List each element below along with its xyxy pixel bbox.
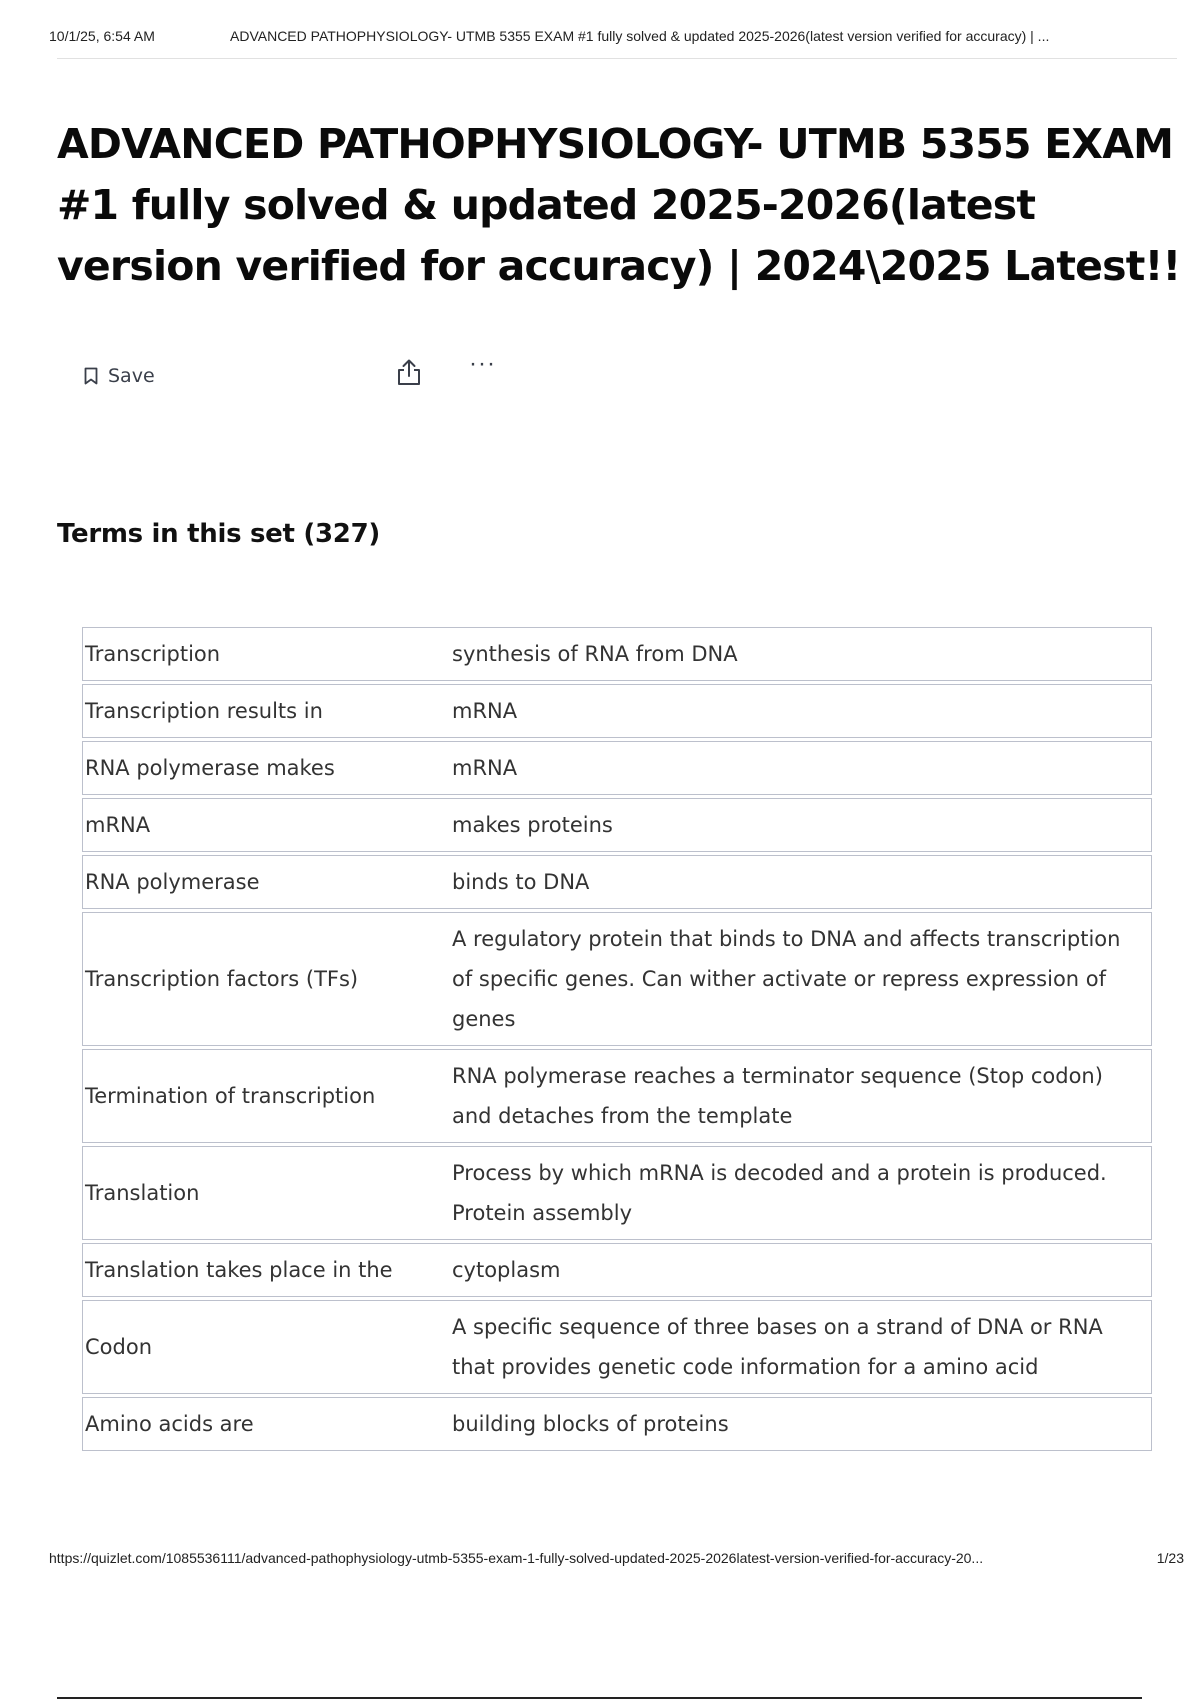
action-bar <box>84 350 496 396</box>
term-row <box>82 912 1152 1046</box>
term-text: mRNA <box>82 798 403 852</box>
term-text: Transcription factors (TFs) <box>82 912 403 1046</box>
page-title: ADVANCED PATHOPHYSIOLOGY- UTMB 5355 EXAM #1 fully solved & updated 2025-2026(latest version verified for accuracy) | 2024\2025 Latest!! <box>57 120 1181 290</box>
definition-text: building blocks of proteins <box>403 1397 1152 1451</box>
definition-text: cytoplasm <box>403 1243 1152 1297</box>
print-footer <box>49 1550 1184 1566</box>
definition-text: mRNA <box>403 741 1152 795</box>
header-divider <box>57 58 1177 59</box>
bottom-divider <box>57 1697 1142 1699</box>
term-row <box>82 1049 1152 1143</box>
term-row <box>82 1243 1152 1297</box>
term-row <box>82 627 1152 681</box>
term-text: RNA polymerase <box>82 855 403 909</box>
definition-text: makes proteins <box>403 798 1152 852</box>
term-text: RNA polymerase makes <box>82 741 403 795</box>
page-number: 1/23 <box>1156 1550 1184 1566</box>
save-label: Save <box>108 365 155 387</box>
bookmark-icon <box>84 367 98 385</box>
term-row <box>82 1300 1152 1394</box>
print-url: https://quizlet.com/1085536111/advanced-pathophysiology-utmb-5355-exam-1-fully-solved-updated-2025-2026latest-version-verified-for-accuracy-20... <box>49 1550 984 1566</box>
term-row <box>82 798 1152 852</box>
term-text: Transcription results in <box>82 684 403 738</box>
terms-table <box>82 624 1152 1454</box>
term-text: Translation takes place in the <box>82 1243 403 1297</box>
definition-text: Process by which mRNA is decoded and a protein is produced. Protein assembly <box>403 1146 1152 1240</box>
term-text: Translation <box>82 1146 403 1240</box>
definition-text: binds to DNA <box>403 855 1152 909</box>
term-row <box>82 684 1152 738</box>
definition-text: synthesis of RNA from DNA <box>403 627 1152 681</box>
share-icon <box>396 358 422 386</box>
definition-text: A specific sequence of three bases on a strand of DNA or RNA that provides genetic code information for a amino acid <box>403 1300 1152 1394</box>
term-row <box>82 1146 1152 1240</box>
definition-text: A regulatory protein that binds to DNA and affects transcription of specific genes. Can wither activate or repress expression of genes <box>403 912 1152 1046</box>
definition-text: mRNA <box>403 684 1152 738</box>
term-row <box>82 1397 1152 1451</box>
save-button[interactable] <box>84 365 155 387</box>
term-text: Transcription <box>82 627 403 681</box>
term-text: Amino acids are <box>82 1397 403 1451</box>
terms-set-heading: Terms in this set (327) <box>57 519 380 549</box>
print-date: 10/1/25, 6:54 AM <box>49 28 155 44</box>
definition-text: RNA polymerase reaches a terminator sequence (Stop codon) and detaches from the template <box>403 1049 1152 1143</box>
more-options-button[interactable]: ··· <box>469 350 496 377</box>
term-text: Termination of transcription <box>82 1049 403 1143</box>
term-row <box>82 741 1152 795</box>
term-text: Codon <box>82 1300 403 1394</box>
term-row <box>82 855 1152 909</box>
print-doc-title: ADVANCED PATHOPHYSIOLOGY- UTMB 5355 EXAM #1 fully solved & updated 2025-2026(latest version verified for accuracy) | ... <box>230 28 1050 44</box>
print-header <box>49 28 1179 44</box>
share-button[interactable] <box>396 358 422 391</box>
